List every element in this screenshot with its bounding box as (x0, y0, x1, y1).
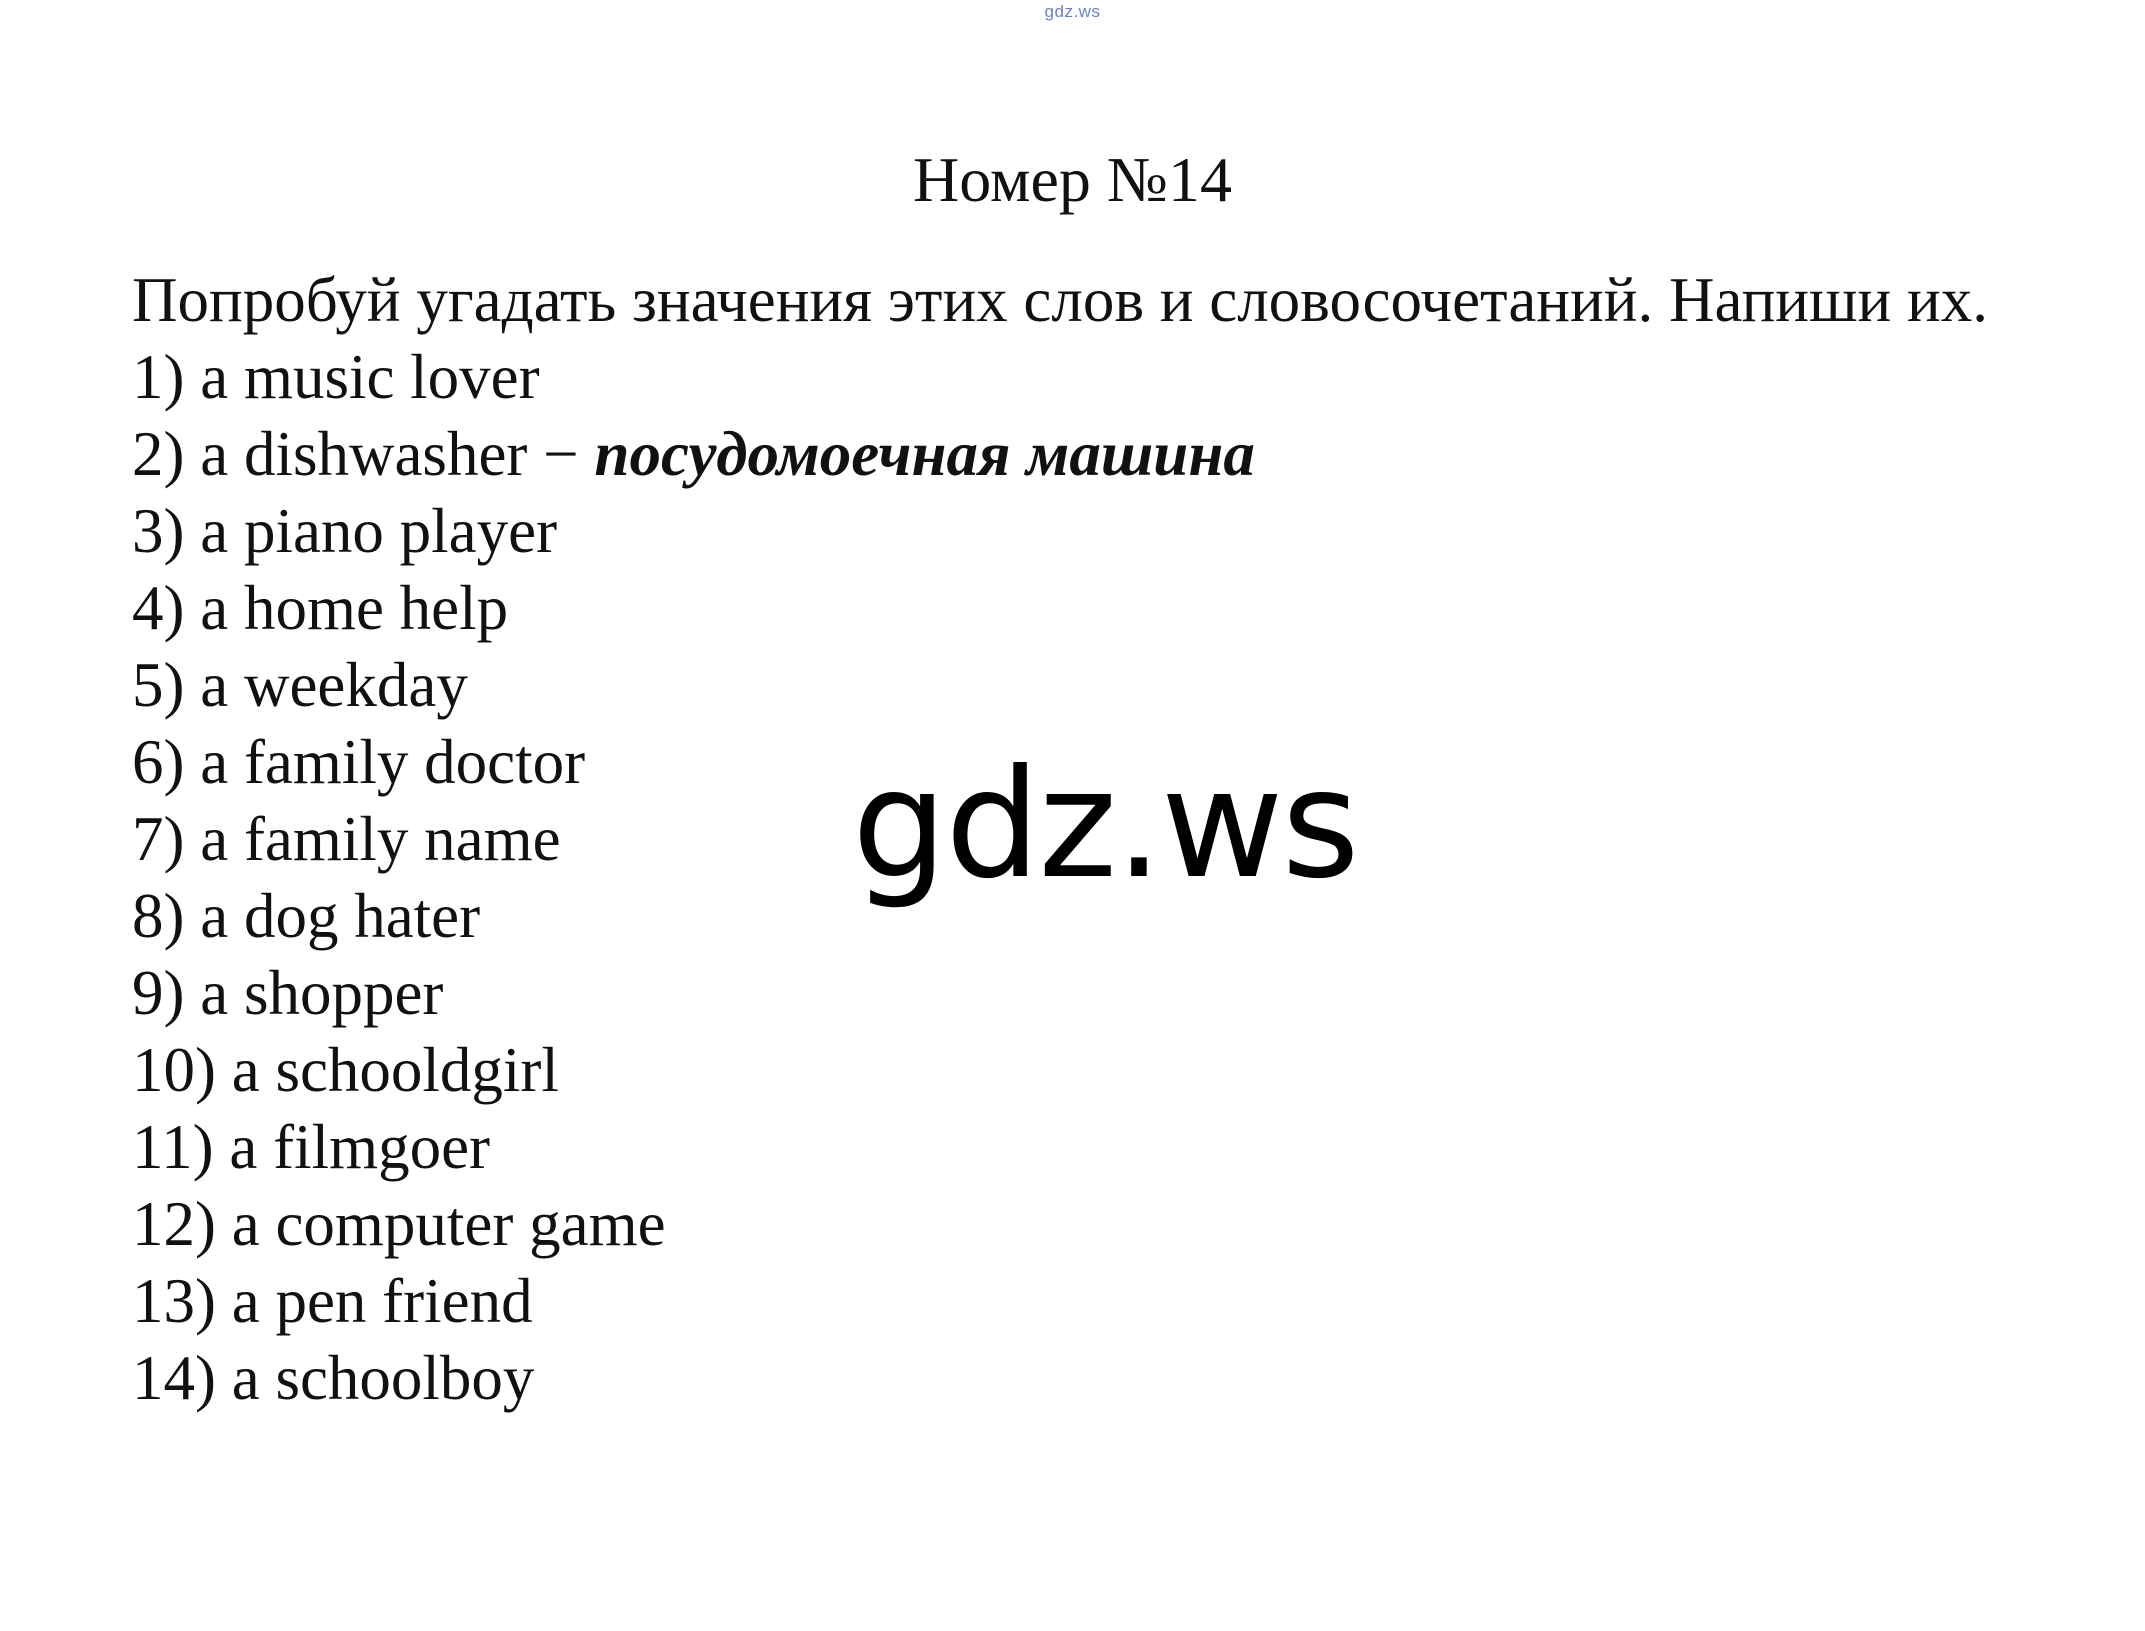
watermark-text: gdz.ws (852, 738, 1358, 912)
list-item (132, 955, 2062, 1032)
list-item (132, 647, 2062, 724)
item-text: 10) a schooldgirl (132, 1035, 559, 1105)
item-text: 1) a music lover (132, 342, 540, 412)
exercise-instruction: Попробуй угадать значения этих слов и словосочетаний. Напиши их. (132, 265, 1988, 335)
list-item (132, 416, 2062, 493)
item-text: 9) a shopper (132, 958, 444, 1028)
list-item (132, 1109, 2062, 1186)
item-text: 13) a pen friend (132, 1266, 533, 1336)
list-item (132, 339, 2062, 416)
item-text: 14) a schoolboy (132, 1343, 535, 1413)
item-text: 6) a family doctor (132, 727, 586, 797)
top-site-mark: gdz.ws (1044, 2, 1101, 21)
item-answer: посудомоечная машина (594, 419, 1255, 489)
list-item (132, 493, 2062, 570)
item-text: 12) a computer game (132, 1189, 666, 1259)
list-item (132, 1340, 2062, 1417)
list-item (132, 570, 2062, 647)
item-text: 3) a piano player (132, 496, 558, 566)
item-text: 2) a dishwasher − (132, 419, 579, 489)
item-text: 8) a dog hater (132, 881, 481, 951)
list-item (132, 1032, 2062, 1109)
page-title: Номер №14 (913, 144, 1232, 215)
item-text: 7) a family name (132, 804, 561, 874)
item-text: 4) a home help (132, 573, 509, 643)
item-text: 5) a weekday (132, 650, 468, 720)
list-item (132, 1186, 2062, 1263)
list-item (132, 1263, 2062, 1340)
item-text: 11) a filmgoer (132, 1112, 491, 1182)
